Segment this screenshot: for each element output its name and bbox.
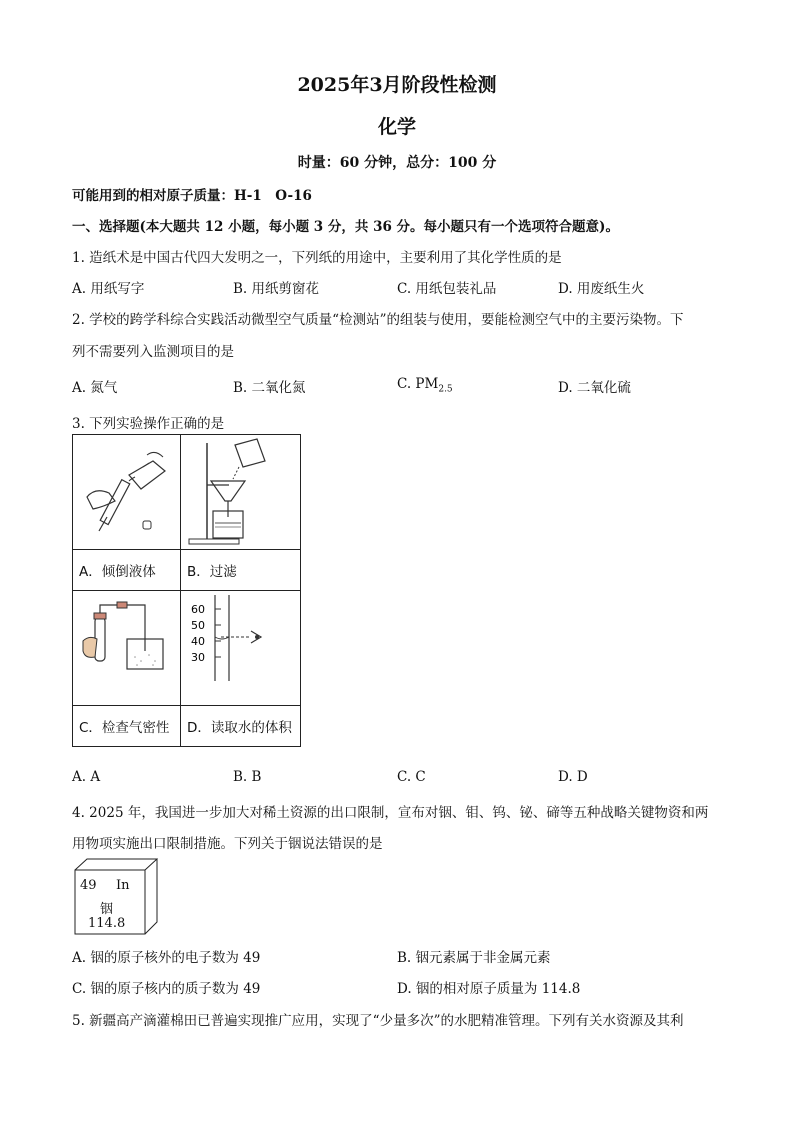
image-pour-liquid: [73, 435, 181, 550]
q3-option-a: A. A: [72, 769, 101, 785]
subject-title: 化学: [377, 116, 416, 138]
q2-option-d: D. 二氧化硫: [558, 380, 631, 396]
q2-option-b: B. 二氧化氮: [233, 380, 306, 396]
image-filtration: [181, 435, 301, 550]
tick-50: 50: [191, 619, 205, 632]
time-info: 时量：60 分钟，总分：100 分: [297, 155, 497, 171]
question-1-stem: 1. 造纸术是中国古代四大发明之一，下列纸的用途中，主要利用了其化学性质的是: [72, 250, 562, 266]
atomic-mass-line: 可能用到的相对原子质量：H-1 O-16: [72, 188, 312, 204]
question-2-stem-line1: 2. 学校的跨学科综合实践活动微型空气质量“检测站”的组装与使用，要能检测空气中的主要污染物。下: [72, 312, 684, 328]
element-card-indium: [74, 858, 158, 936]
question-4-stem-line2: 用物项实施出口限制措施。下列关于铟说法错误的是: [72, 836, 383, 852]
tick-40: 40: [191, 635, 205, 648]
pm-subscript: 2.5: [438, 384, 453, 395]
q3-option-b: B. B: [233, 769, 262, 785]
q4-option-c: C. 铟的原子核内的质子数为 49: [72, 981, 261, 997]
q4-option-b: B. 铟元素属于非金属元素: [397, 950, 551, 966]
element-name: 铟: [100, 902, 114, 917]
tick-60: 60: [191, 603, 205, 616]
q2-option-c: [397, 376, 453, 395]
q4-option-a: A. 铟的原子核外的电子数为 49: [72, 950, 261, 966]
image-read-volume: [181, 591, 301, 706]
caption-a: A．倾倒液体: [73, 550, 181, 591]
tick-30: 30: [191, 651, 205, 664]
q1-option-c: C. 用纸包装礼品: [397, 281, 497, 297]
question-3-stem: 3. 下列实验操作正确的是: [72, 416, 225, 432]
q4-option-d: D. 铟的相对原子质量为 114.8: [397, 981, 581, 997]
q3-option-c: C. C: [397, 769, 426, 785]
caption-c: C．检查气密性: [73, 706, 181, 747]
element-number: 49: [80, 878, 97, 893]
q2-option-c-label: C. PM: [397, 376, 439, 392]
exam-title: 2025年3月阶段性检测: [297, 74, 497, 96]
element-symbol: In: [116, 878, 130, 893]
q1-option-b: B. 用纸剪窗花: [233, 281, 320, 297]
section-heading: 一、选择题(本大题共 12 小题，每小题 3 分，共 36 分。每小题只有一个选项符合题意)。: [72, 219, 619, 235]
image-airtightness-check: [73, 591, 181, 706]
q3-option-d: D. D: [558, 769, 588, 785]
caption-b: B．过滤: [181, 550, 301, 591]
q2-option-a: A. 氮气: [72, 380, 118, 396]
element-mass: 114.8: [88, 916, 126, 931]
question-4-stem-line1: 4. 2025 年，我国进一步加大对稀土资源的出口限制，宣布对铟、钼、钨、铋、碲等五种战略关键物资和两: [72, 805, 709, 821]
question-2-stem-line2: 列不需要列入监测项目的是: [72, 344, 234, 360]
q1-option-a: A. 用纸写字: [72, 281, 145, 297]
caption-d: D．读取水的体积: [181, 706, 301, 747]
question-5-stem-line1: 5. 新疆高产滴灌棉田已普遍实现推广应用，实现了“少量多次”的水肥精准管理。下列有关水资源及其利: [72, 1013, 684, 1029]
experiment-table: [72, 434, 301, 747]
q1-option-d: D. 用废纸生火: [558, 281, 645, 297]
